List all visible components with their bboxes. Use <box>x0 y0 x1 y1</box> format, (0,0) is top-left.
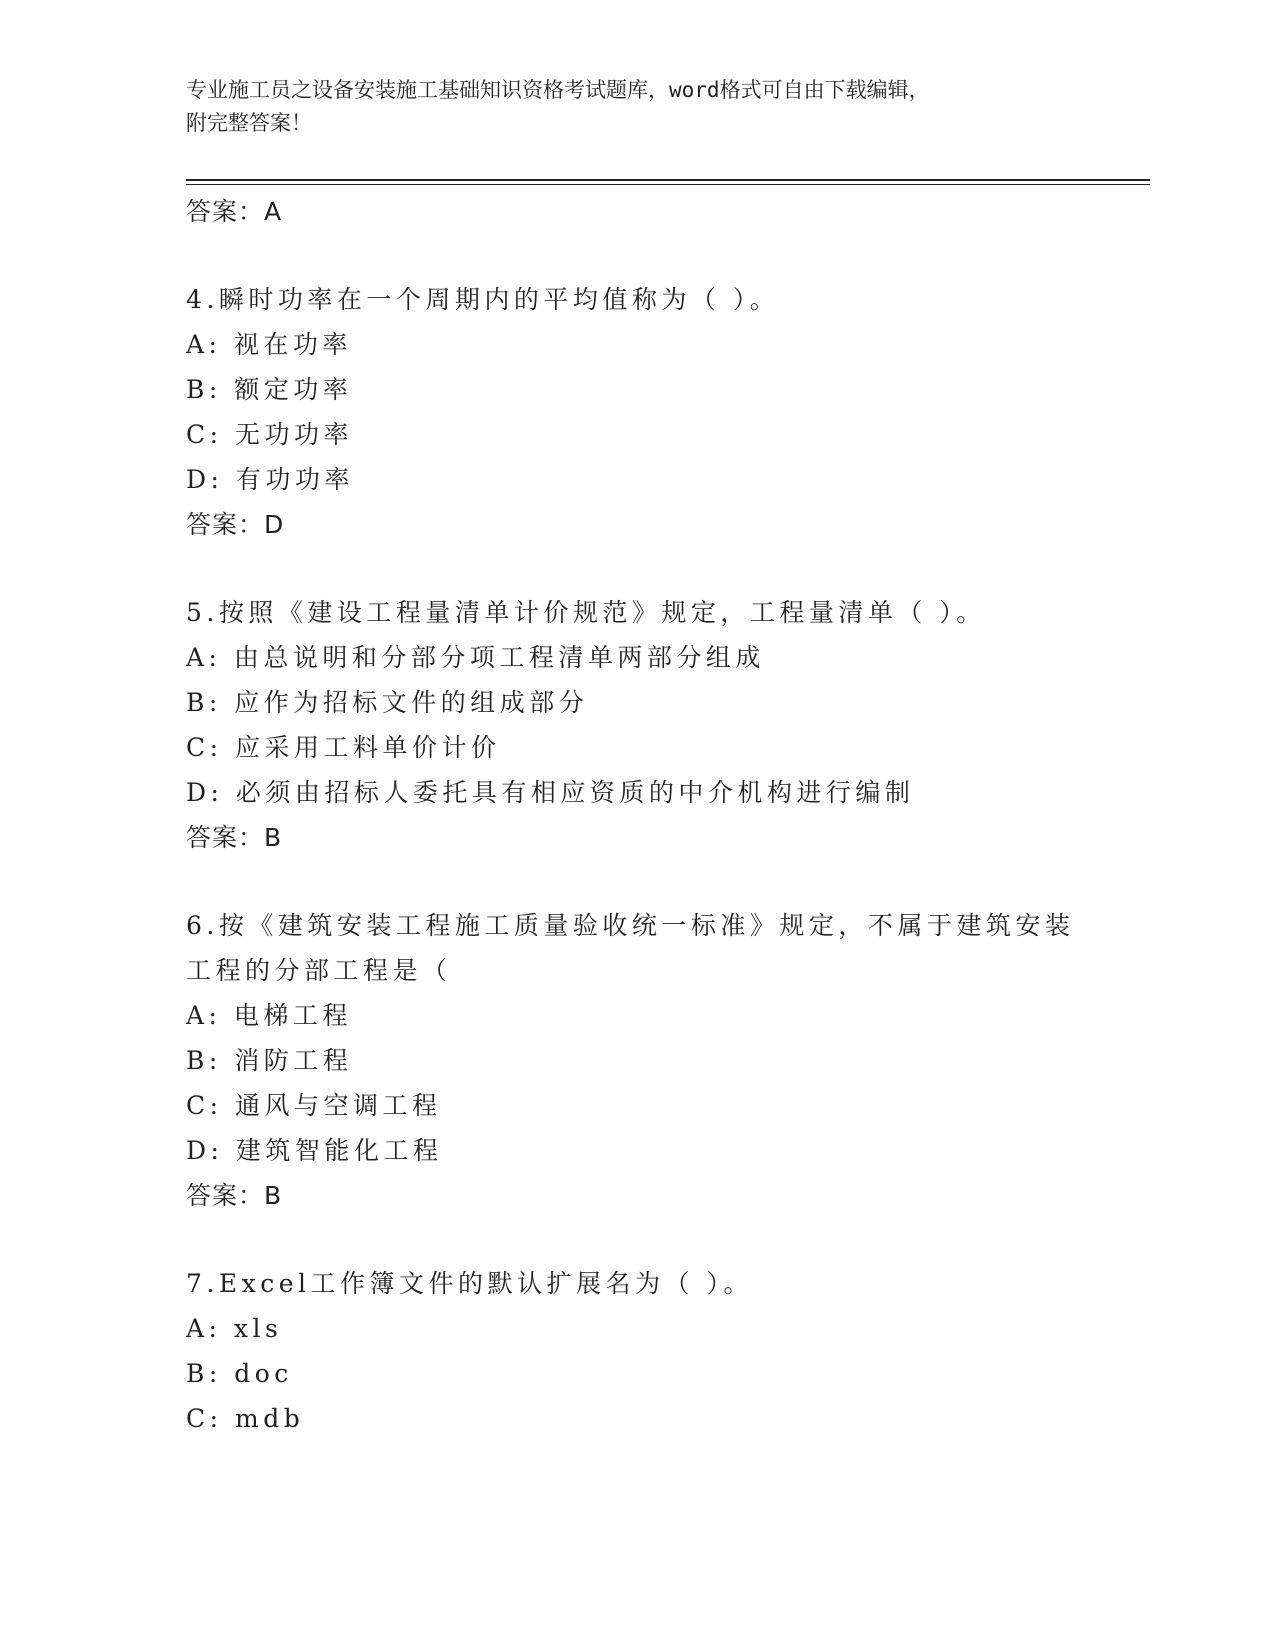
option-b: B: doc <box>186 1359 293 1388</box>
question-text: 7.Excel工作簿文件的默认扩展名为（ ）。 <box>186 1269 753 1298</box>
option-a: A: 视在功率 <box>186 330 352 359</box>
option-a: A: 由总说明和分部分项工程清单两部分组成 <box>186 643 765 672</box>
header-divider-thick <box>186 179 1150 181</box>
option-c: C: 应采用工料单价计价 <box>186 733 501 762</box>
option-c: C: 通风与空调工程 <box>186 1091 442 1120</box>
header-line-1: 专业施工员之设备安装施工基础知识资格考试题库，word格式可自由下载编辑， <box>186 78 930 102</box>
option-c: C: mdb <box>186 1404 305 1433</box>
option-c: C: 无功功率 <box>186 420 353 449</box>
header-line-2: 附完整答案！ <box>186 111 312 135</box>
option-b: B: 额定功率 <box>186 375 353 404</box>
answer-line: 答案：B <box>186 1181 283 1210</box>
question-text-line-1: 6.按《建筑安装工程施工质量验收统一标准》规定，不属于建筑安装 <box>186 911 1075 940</box>
question-text: 5.按照《建设工程量清单计价规范》规定，工程量清单（ ）。 <box>186 598 986 627</box>
option-b: B: 消防工程 <box>186 1046 353 1075</box>
option-d: D: 有功功率 <box>186 465 354 494</box>
option-d: D: 必须由招标人委托具有相应资质的中介机构进行编制 <box>186 778 915 807</box>
question-text: 4.瞬时功率在一个周期内的平均值称为（ ）。 <box>186 285 780 314</box>
option-d: D: 建筑智能化工程 <box>186 1136 443 1165</box>
header-divider-thin <box>186 184 1150 185</box>
question-block <box>186 590 1086 860</box>
answer-line: 答案：D <box>186 510 285 539</box>
answer-line: 答案：B <box>186 823 283 852</box>
option-a: A: xls <box>186 1314 283 1343</box>
option-b: B: 应作为招标文件的组成部分 <box>186 688 589 717</box>
question-block <box>186 277 1086 547</box>
document-header <box>186 74 1066 140</box>
document-body <box>186 189 1086 1441</box>
option-a: A: 电梯工程 <box>186 1001 352 1030</box>
question-text-line-2: 工程的分部工程是（ <box>186 956 452 985</box>
question-block <box>186 903 1086 1218</box>
question-block <box>186 1261 1086 1441</box>
answer-line: 答案：A <box>186 197 283 226</box>
